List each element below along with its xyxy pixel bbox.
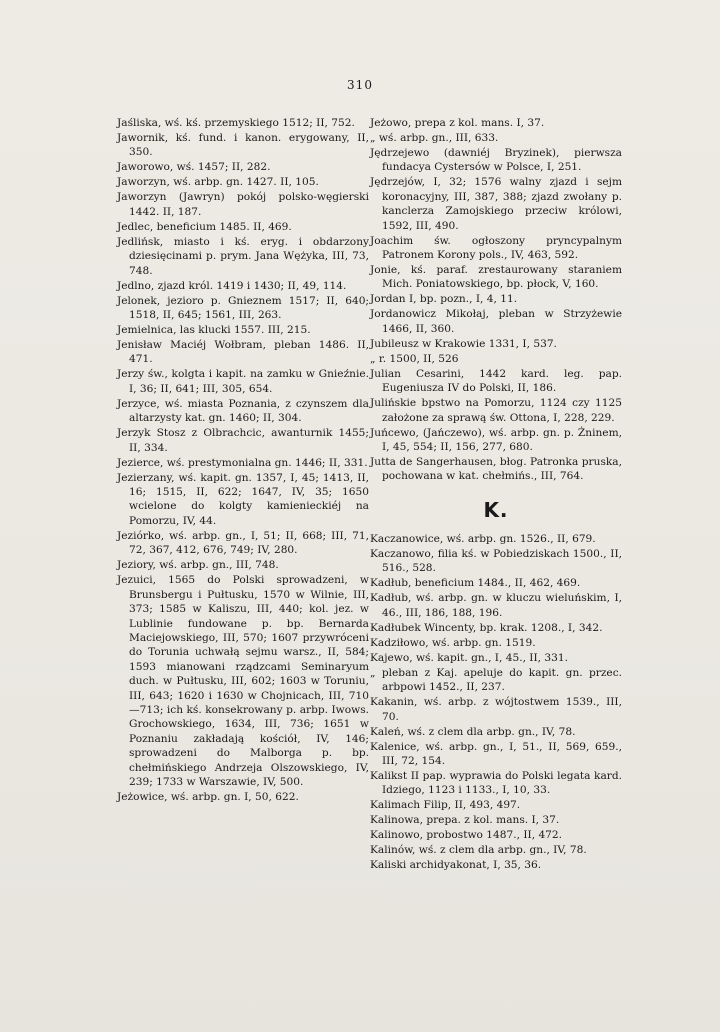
- index-entry: Jaśliska, wś. kś. przemyskiego 1512; II, 752.: [117, 117, 355, 129]
- index-entry: Kadłubek Wincenty, bp. krak. 1208., I, 342.: [370, 621, 603, 634]
- index-entry: Jonie, kś. paraf. zrestaurowany staraniem Mich. Poniatowskiego, bp. płock, V, 160.: [370, 264, 622, 291]
- index-entry: Jędrzejewo (dawniéj Bryzinek), pierwsza fundacya Cystersów w Polsce, I, 251.: [370, 147, 622, 174]
- index-entry: Jeżowo, prepa z kol. mans. I, 37.: [370, 117, 545, 129]
- index-entry: Kaczanowice, wś. arbp. gn. 1526., II, 679.: [370, 532, 596, 545]
- index-entry: Jezuici, 1565 do Polski sprowadzeni, w Brunsbergu i Pułtusku, 1570 w Wilnie, III, 373; 1585 w Kaliszu, III, 440; kol. jez. w Lublinie fundowane p. bp. Bernarda Maciejowskiego, III, 570; 1607 przywróceni do Torunia uchwałą sejmu warsz., II, 584; 1593 mianowani rządzcami Seminaryum duch. w Pułtusku, III, 602; 1603 w Toruniu, III, 643; 1620 i 1630 w Chojnicach, III, 710—713; ich kś. konsekrowany p. arbp. Iwows. Grochowskiego, 1634, III, 736; 1651 w Poznaniu zakładają kościół, IV, 146; sprowadzeni do Malborga p. bp. chełmińskiego Andrzeja Olszowskiego, IV, 239; 1733 w Warszawie, IV, 500.: [117, 574, 369, 788]
- index-entry: „ r. 1500, II, 526: [370, 352, 459, 365]
- index-entry: Jerzy św., kolgta i kapit. na zamku w Gnieźnie. I, 36; II, 641; III, 305, 654.: [117, 368, 369, 395]
- right-column-k-entries: [370, 532, 622, 873]
- index-entry: „ wś. arbp. gn., III, 633.: [370, 132, 499, 144]
- page-number: 310: [347, 78, 373, 92]
- index-entry: Kalimach Filip, II, 493, 497.: [370, 799, 521, 812]
- index-entry: Kajewo, wś. kapit. gn., I, 45., II, 331.: [370, 651, 569, 664]
- index-entry: Kalikst II pap. wyprawia do Polski legata kard. Idziego, 1123 i 1133., I, 10, 33.: [370, 769, 622, 797]
- index-entry: Jedlno, zjazd król. 1419 i 1430; II, 49, 114.: [117, 279, 347, 292]
- index-entry: Kaleń, wś. z clem dla arbp. gn., IV, 78.: [370, 725, 576, 738]
- index-entry: Joachim św. ogłoszony pryncypalnym Patronem Korony pols., IV, 463, 592.: [370, 234, 622, 262]
- index-entry: Kadłub, wś. arbp. gn. w kluczu wieluńskim, I, 46., III, 186, 188, 196.: [370, 592, 622, 619]
- index-entry: Juńcewo, (Jańczewo), wś. arbp. gn. p. Żninem, I, 45, 554; II, 156, 277, 680.: [370, 426, 622, 454]
- index-entry: Jeziórko, wś. arbp. gn., I, 51; II, 668; III, 71, 72, 367, 412, 676, 749; IV, 280.: [117, 529, 369, 557]
- index-entry: Jaworowo, wś. 1457; II, 282.: [117, 161, 271, 174]
- index-entry: Jawornik, kś. fund. i kanon. erygowany, II, 350.: [117, 132, 369, 159]
- index-entry: Kalinów, wś. z clem dla arbp. gn., IV, 78.: [370, 844, 587, 857]
- index-entry: Jaworzyn, wś. arbp. gn. 1427. II, 105.: [117, 176, 319, 189]
- index-entry: Jubileusz w Krakowie 1331, I, 537.: [370, 337, 557, 350]
- index-entry: Kalinowa, prepa. z kol. mans. I, 37.: [370, 814, 560, 827]
- right-column: [370, 116, 622, 873]
- index-entry: Jedlińsk, miasto i kś. eryg. i obdarzony dziesięcinami p. prym. Jana Wężyka, III, 73, 748.: [117, 235, 369, 277]
- index-entry: Jelonek, jezioro p. Gnieznem 1517; II, 640; 1518, II, 645; 1561, III, 263.: [117, 294, 369, 322]
- index-entry: Kaliski archidyakonat, I, 35, 36.: [370, 859, 542, 872]
- index-entry: Jerzyk Stosz z Olbrachcic, awanturnik 1455; II, 334.: [117, 427, 369, 454]
- index-entry: Kaczanowo, filia kś. w Pobiedziskach 1500., II, 516., 528.: [370, 547, 622, 575]
- index-entry: Jemielnica, las klucki 1557. III, 215.: [117, 324, 311, 337]
- index-entry: Julińskie bpstwo na Pomorzu, 1124 czy 1125 założone za sprawą św. Ottona, I, 228, 229.: [370, 397, 622, 424]
- index-entry: Jezierce, wś. prestymonialna gn. 1446; II, 331.: [117, 456, 368, 469]
- left-column: [117, 116, 369, 805]
- index-entry: Jeżowice, wś. arbp. gn. I, 50, 622.: [117, 790, 299, 803]
- index-entry: Jeziory, wś. arbp. gn., III, 748.: [117, 559, 279, 572]
- index-entry: Julian Cesarini, 1442 kard. leg. pap. Eugeniusza IV do Polski, II, 186.: [370, 367, 622, 395]
- index-entry: Jaworzyn (Jawryn) pokój polsko-węgierski 1442. II, 187.: [117, 191, 369, 218]
- index-entry: Jerzyce, wś. miasta Poznania, z czynszem dla altarzysty kat. gn. 1460; II, 304.: [117, 397, 369, 425]
- right-column-j-entries: [370, 116, 622, 484]
- index-entry: Kalenice, wś. arbp. gn., I, 51., II, 569, 659., III, 72, 154.: [370, 740, 622, 767]
- index-entry: Jordanowicz Mikołaj, pleban w Strzyżewie 1466, II, 360.: [370, 308, 622, 335]
- index-entry: Kalinowo, probostwo 1487., II, 472.: [370, 829, 563, 842]
- index-entry: Kadziłowo, wś. arbp. gn. 1519.: [370, 636, 536, 649]
- index-entry: „ pleban z Kaj. apeluje do kapit. gn. przec. arbpowi 1452., II, 237.: [370, 666, 622, 694]
- index-entry: Jedlec, beneficium 1485. II, 469.: [117, 220, 292, 233]
- index-entry: Kadłub, beneficium 1484., II, 462, 469.: [370, 577, 581, 590]
- index-entry: Jordan I, bp. pozn., I, 4, 11.: [370, 293, 518, 306]
- index-entry: Jenisław Maciéj Wołbram, pleban 1486. II, 471.: [117, 339, 369, 366]
- index-entry: Jędrzejów, I, 32; 1576 walny zjazd i sejm koronacyjny, III, 387, 388; zjazd zwołany p. kanclerza Zamojskiego przeciw królowi, 1592, III, 490.: [370, 176, 622, 232]
- section-heading-k: K.: [483, 497, 509, 522]
- index-entry: Kakanin, wś. arbp. z wójtostwem 1539., III, 70.: [370, 696, 622, 723]
- index-entry: Jutta de Sangerhausen, błog. Patronka pruska, pochowana w kat. chełmińs., III, 764.: [370, 456, 622, 483]
- index-entry: Jezierzany, wś. kapit. gn. 1357, I, 45; 1413, II, 16; 1515, II, 622; 1647, IV, 35; 1650 wcielone do kolgty kamienieckiéj na Pomorzu, IV, 44.: [117, 471, 369, 527]
